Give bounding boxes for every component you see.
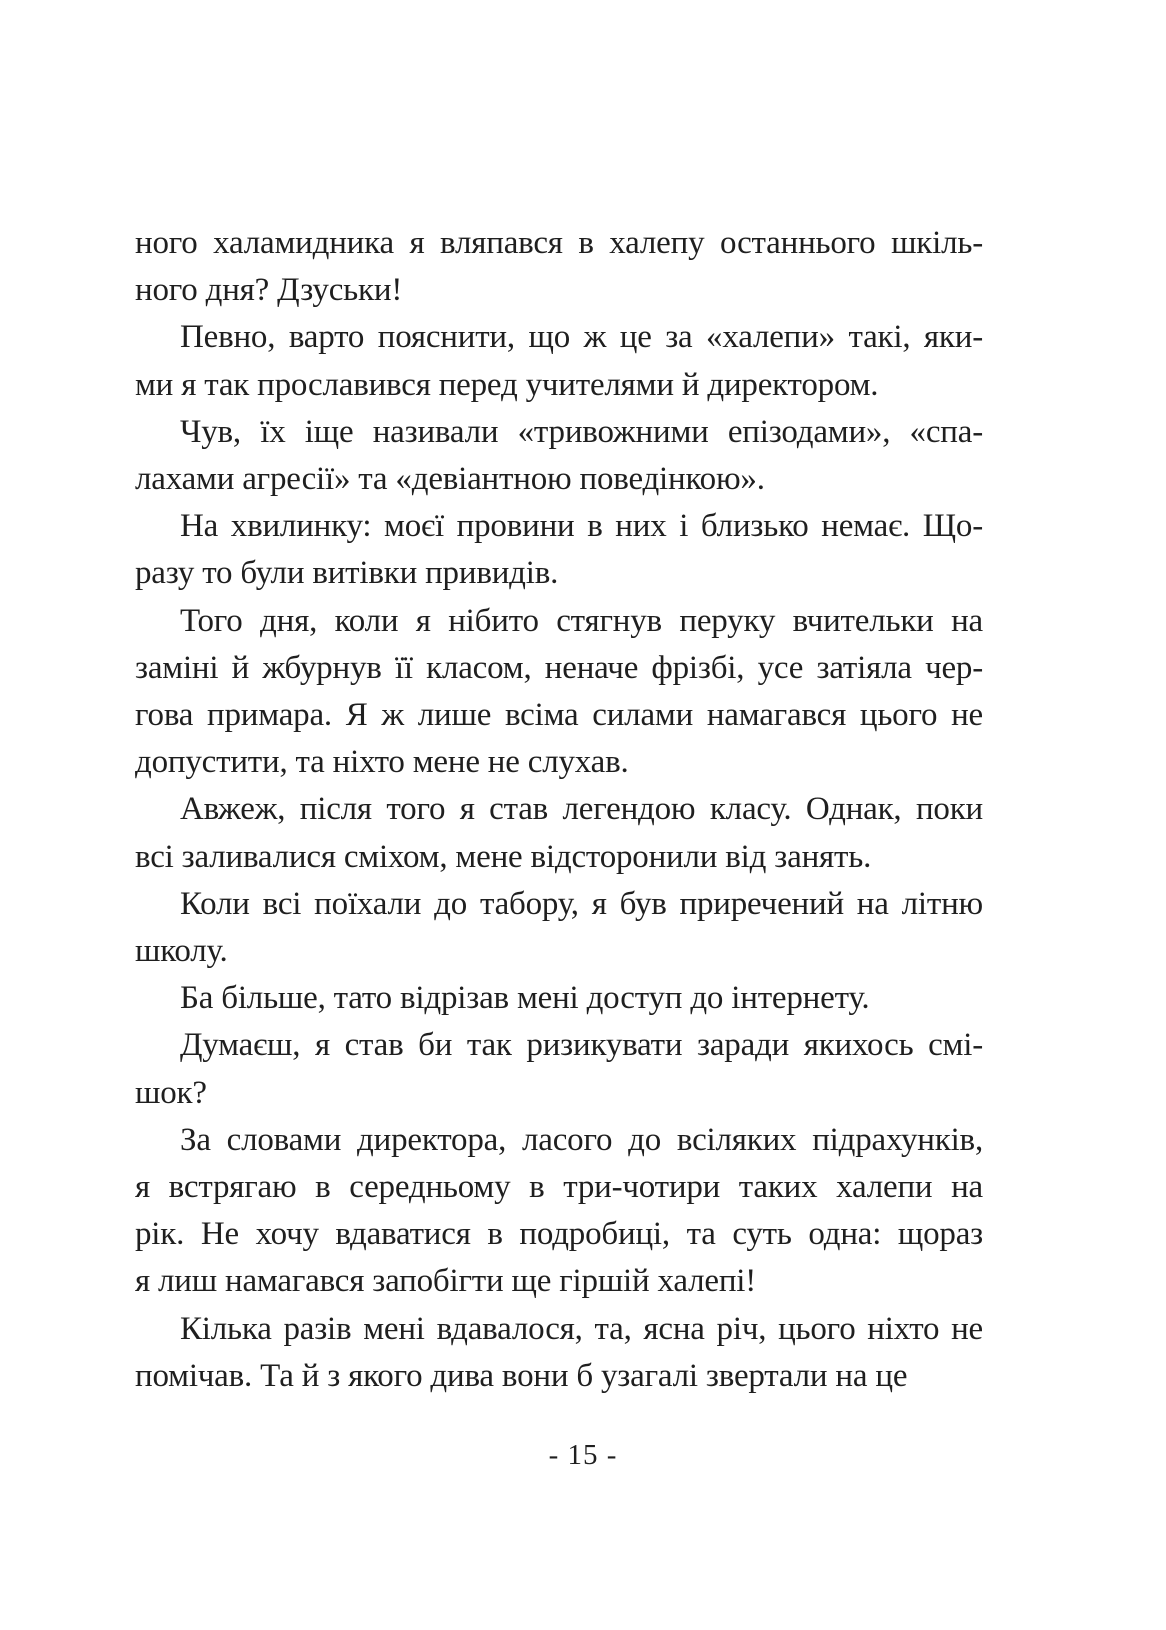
text-line: Авжеж, після того я став легендою класу. Однак, поки (180, 791, 983, 828)
paragraph (135, 881, 983, 975)
paragraph (135, 1306, 983, 1400)
paragraph (135, 1022, 983, 1116)
text-line: шок? (135, 1074, 207, 1111)
paragraph (135, 220, 983, 314)
paragraph (135, 409, 983, 503)
text-line: Коли всі поїхали до табору, я був приречений на літню (180, 885, 983, 922)
paragraph (135, 503, 983, 597)
text-line: ного халамидника я вляпався в халепу останнього шкіль- (135, 225, 983, 261)
text-line: я лиш намагався запобігти ще гіршій халепі! (135, 1263, 757, 1300)
page-number: - 15 - (548, 1439, 618, 1471)
paragraph (135, 786, 983, 880)
text-line: всі заливалися сміхом, мене відсторонили від занять. (135, 838, 872, 875)
paragraph (135, 598, 983, 787)
text-line: рік. Не хочу вдаватися в подробиці, та суть одна: щораз (135, 1216, 983, 1253)
text-line: ного дня? Дзуськи! (135, 272, 403, 309)
text-line: заміні й жбурнув її класом, неначе фрізбі, усе затіяла чер- (135, 649, 983, 686)
paragraph (135, 1117, 983, 1306)
text-line: Кілька разів мені вдавалося, та, ясна річ, цього ніхто не (180, 1310, 983, 1347)
page-text (135, 220, 983, 1400)
paragraph (135, 314, 983, 408)
text-line: Думаєш, я став би так ризикувати заради якихось смі- (180, 1027, 983, 1064)
text-line: допустити, та ніхто мене не слухав. (135, 744, 629, 781)
text-line: Певно, варто пояснити, що ж це за «халепи» такі, яки- (180, 319, 983, 356)
text-line: разу то були витівки привидів. (135, 555, 559, 592)
text-line: Того дня, коли я нібито стягнув перуку вчительки на (180, 602, 983, 639)
text-line: На хвилинку: моєї провини в них і близько немає. Що- (180, 508, 983, 545)
text-line: ми я так прославився перед учителями й директором. (135, 366, 879, 403)
text-line: За словами директора, ласого до всіляких підрахунків, (180, 1121, 983, 1158)
text-line: помічав. Та й з якого дива вони б узагалі звертали на це (135, 1357, 908, 1394)
paragraph (135, 975, 983, 1022)
text-line: школу. (135, 933, 228, 970)
text-line: гова примара. Я ж лише всіма силами намагався цього не (135, 697, 983, 734)
text-line: я встрягаю в середньому в три-чотири таких халепи на (135, 1169, 983, 1206)
text-line: Ба більше, тато відрізав мені доступ до інтернету. (180, 980, 870, 1017)
text-line: Чув, їх іще називали «тривожними епізодами», «спа- (180, 413, 983, 450)
text-line: лахами агресії» та «девіантною поведінкою». (135, 461, 765, 498)
